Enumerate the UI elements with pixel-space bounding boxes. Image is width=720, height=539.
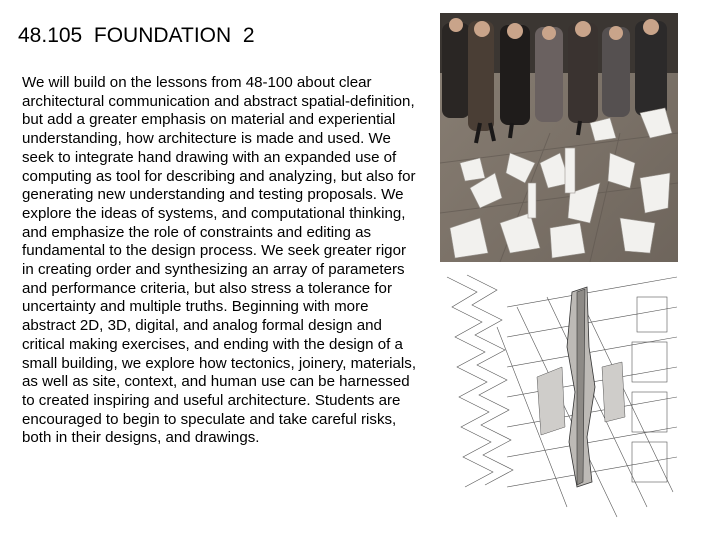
- axonometric-drawing: [437, 267, 680, 522]
- students-critique-photo: [440, 13, 678, 262]
- course-description: We will build on the lessons from 48-100 about clear architectural communication and abstract spatial-definition, but add a greater emphasis on material and experiential understanding, how architecture is made and used. We seek to integrate hand drawing with an expanded use of computing as tool for describing and analyzing, but also for generating new understanding and testing proposals. We explore the ideas of systems, and computational thinking, and emphasize the role of constraints and editing as fundamental to the design process. We seek greater rigor in creating order and synthesizing an array of parameters and performance criteria, but also stress a tolerance for uncertainty and multiple truths. Beginning with more abstract 2D, 3D, digital, and analog formal design and critical making exercises, and ending with the design of a small building, we explore how tectonics, joinery, materials, as well as site, context, and human use can be harnessed to created inspiring and useful architecture. Students are encouraged to begin to speculate and take careful risks, both in their designs, and drawings.: [22, 74, 417, 447]
- slide-title: 48.105 FOUNDATION 2: [18, 24, 255, 47]
